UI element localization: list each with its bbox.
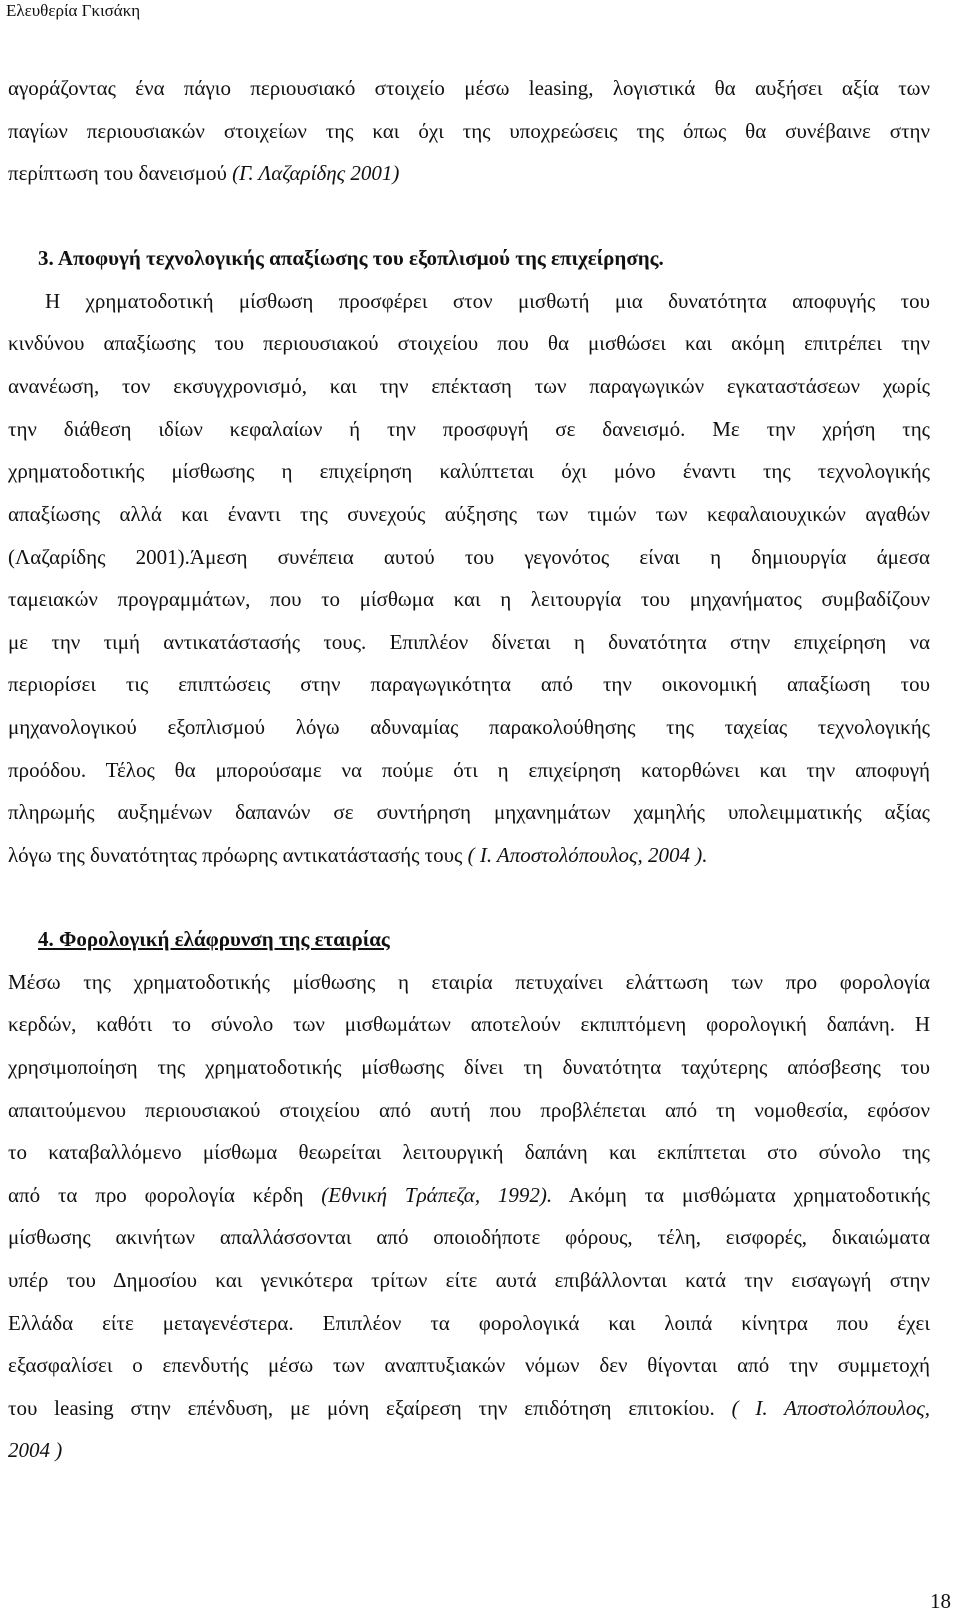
text-line [8,841,930,869]
text-line: την διάθεση ιδίων κεφαλαίων ή την προσφυγή σε δανεισμό. Με την χρήση της [8,417,930,441]
text-line: υπέρ του Δημοσίου και γενικότερα τρίτων είτε αυτά επιβάλλονται κατά την εισαγωγή στην [8,1268,930,1292]
text-line: χρησιμοποίηση της χρηματοδοτικής μίσθωσης δίνει τη δυνατότητα ταχύτερης απόσβεσης του [8,1055,930,1079]
text-span: από τα προ φορολογία κέρδη [8,1183,322,1207]
citation: ( Ι. Αποστολόπουλος, [731,1396,930,1420]
text-line: προόδου. Τέλος θα μπορούσαμε να πούμε ότι η επιχείρηση κατορθώνει και την αποφυγή [8,758,930,782]
text-line: ταμειακών προγραμμάτων, που το μίσθωμα και η λειτουργία του μηχανήματος συμβαδίζουν [8,587,930,611]
page-number: 18 [930,1589,951,1613]
text-line: μίσθωσης ακινήτων απαλλάσσονται από οποιοδήποτε φόρους, τέλη, εισφορές, δικαιώματα [8,1225,930,1249]
text-line: ανανέωση, τον εκσυγχρονισμό, και την επέκταση των παραγωγικών εγκαταστάσεων χωρίς [8,374,930,398]
text-span: Ακόμη τα μισθώματα χρηματοδοτικής [552,1183,930,1207]
text-line: παγίων περιουσιακών στοιχείων της και όχι της υποχρεώσεις της όπως θα συνέβαινε στην [8,119,930,143]
running-header-author: Ελευθερία Γκισάκη [6,1,141,20]
citation: ( Ι. Αποστολόπουλος, 2004 ). [467,843,708,867]
text-span: του leasing στην επένδυση, με μόνη εξαίρεση την επιδότηση επιτοκίου. [8,1396,732,1420]
text-line: απαιτούμενου περιουσιακού στοιχείου από αυτή που προβλέπεται από τη νομοθεσία, εφόσον [8,1098,930,1122]
citation: (Γ. Λαζαρίδης 2001) [232,161,400,185]
text-line: (Λαζαρίδης 2001).Άμεση συνέπεια αυτού του γεγονότος είναι η δημιουργία άμεσα [8,545,930,569]
text-line [8,1181,930,1209]
text-span: λόγω της δυνατότητας πρόωρης αντικατάστασής τους [8,843,468,867]
text-line [8,159,930,187]
text-line [8,1394,930,1422]
text-line: Ελλάδα είτε μεταγενέστερα. Επιπλέον τα φορολογικά και λοιπά κίνητρα που έχει [8,1311,930,1335]
text-line: Μέσω της χρηματοδοτικής μίσθωσης η εταιρία πετυχαίνει ελάττωση των προ φορολογία [8,970,930,994]
citation: (Εθνική Τράπεζα, 1992). [321,1183,553,1207]
text-line: εξασφαλίσει ο επενδυτής μέσω των αναπτυξιακών νόμων δεν θίγονται από την συμμετοχή [8,1353,930,1377]
citation: 2004 ) [8,1438,63,1462]
text-line: πληρωμής αυξημένων δαπανών σε συντήρηση μηχανημάτων χαμηλής υπολειμματικής αξίας [8,800,930,824]
text-line: με την τιμή αντικατάστασής τους. Επιπλέον δίνεται η δυνατότητα στην επιχείρηση να [8,630,930,654]
text-line: κερδών, καθότι το σύνολο των μισθωμάτων αποτελούν εκπιπτόμενη φορολογική δαπάνη. Η [8,1012,930,1036]
text-line: αγοράζοντας ένα πάγιο περιουσιακό στοιχείο μέσω leasing, λογιστικά θα αυξήσει αξία των [8,76,930,100]
text-line: μηχανολογικού εξοπλισμού λόγω αδυναμίας παρακολούθησης της ταχείας τεχνολογικής [8,715,930,739]
section-heading-3: 3. Αποφυγή τεχνολογικής απαξίωσης του εξοπλισμού της επιχείρησης. [38,246,664,270]
text-line: το καταβαλλόμενο μίσθωμα θεωρείται λειτουργική δαπάνη και εκπίπτεται στο σύνολο της [8,1140,930,1164]
section-heading-4: 4. Φορολογική ελάφρυνση της εταιρίας [38,927,390,951]
text-line: περιορίσει τις επιπτώσεις στην παραγωγικότητα από την οικονομική απαξίωση του [8,672,930,696]
text-line: κινδύνου απαξίωσης του περιουσιακού στοιχείου που θα μισθώσει και ακόμη επιτρέπει την [8,331,930,355]
text-line: απαξίωσης αλλά και έναντι της συνεχούς αύξησης των τιμών των κεφαλαιουχικών αγαθών [8,502,930,526]
text-line: Η χρηματοδοτική μίσθωση προσφέρει στον μισθωτή μια δυνατότητα αποφυγής του [45,289,930,313]
text-span: περίπτωση του δανεισμού [8,161,233,185]
text-line: χρηματοδοτικής μίσθωσης η επιχείρηση καλύπτεται όχι μόνο έναντι της τεχνολογικής [8,459,930,483]
